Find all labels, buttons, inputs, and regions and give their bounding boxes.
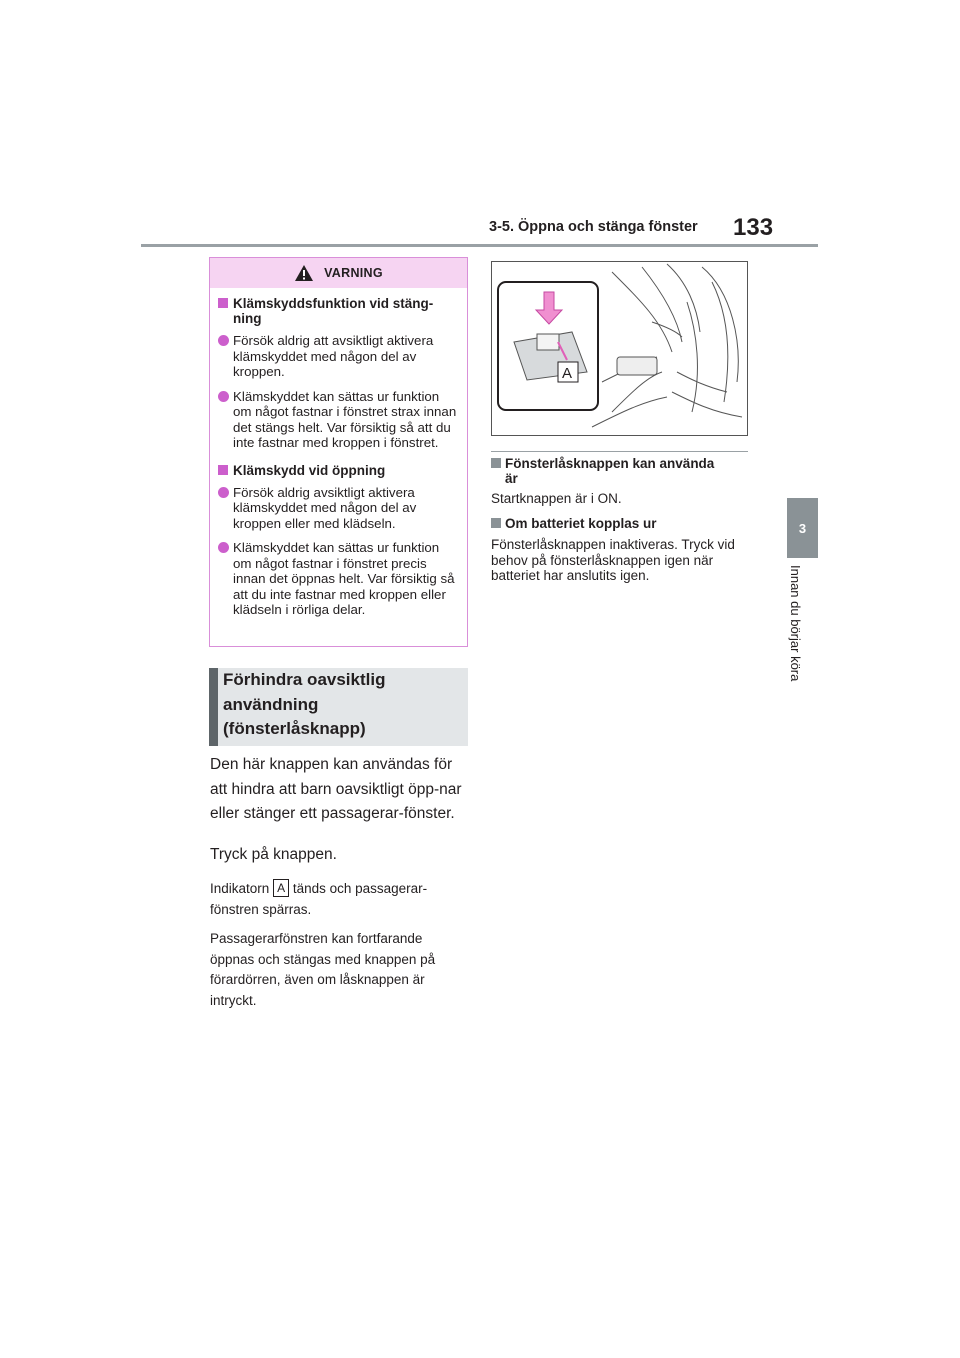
- section-title: 3-5. Öppna och stänga fönster: [489, 219, 698, 235]
- indicator-badge: A: [273, 879, 289, 897]
- indicator-note: Indikatorn A tänds och passagerar-fönstren spärras.: [210, 881, 428, 917]
- header-divider: [141, 244, 818, 247]
- section-heading-text: Förhindra oavsiktlig användning (fönsterlåsknapp): [223, 670, 386, 738]
- section-heading: [209, 668, 468, 746]
- square-bullet-icon: [218, 465, 228, 475]
- warning-box: [209, 257, 468, 647]
- section-note: Passagerarfönstren kan fortfarande öppnas och stängas med knappen på förardörren, även om låsknappen är intryckt.: [210, 931, 436, 1008]
- right-text-2: Fönsterlåsknappen inaktiveras. Tryck vid behov på fönsterlåsknappen igen när batteriet har anslutits igen.: [491, 537, 735, 583]
- circle-bullet-icon: [218, 542, 229, 553]
- square-bullet-icon: [491, 458, 501, 468]
- square-bullet-icon: [218, 298, 228, 308]
- circle-bullet-icon: [218, 487, 229, 498]
- circle-bullet-icon: [218, 335, 229, 346]
- section-heading-bar: [209, 668, 218, 746]
- door-switch-illustration: [491, 261, 748, 436]
- chapter-label: Innan du börjar köra: [788, 565, 803, 682]
- warning-subheading: Klämskydd vid öppning: [218, 463, 457, 478]
- warning-triangle-icon: [294, 264, 314, 282]
- illustration-label: A: [562, 365, 573, 382]
- chapter-tab: 3: [787, 498, 818, 558]
- right-divider: [491, 451, 748, 452]
- right-subheading-1: Fönsterlåsknappen kan använda är: [491, 456, 748, 486]
- warning-bullet: Försök aldrig avsiktligt aktivera klämskyddet med någon del av kroppen eller med klädseln.: [218, 485, 457, 532]
- section-intro: Den här knappen kan användas för att hindra att barn oavsiktligt öpp-nar eller stänger ett passagerar-fönster.: [210, 756, 462, 822]
- right-subheading-2: Om batteriet kopplas ur: [491, 516, 748, 531]
- page-number: 133: [733, 214, 774, 241]
- warning-bullet: Klämskyddet kan sättas ur funktion om något fastnar i fönstret precis innan det öppnas helt. Var försiktig så att du inte fastnar med kroppen eller klädseln i rörliga delar.: [218, 540, 457, 618]
- warning-bullet: Försök aldrig att avsiktligt aktivera klämskyddet med någon del av kroppen.: [218, 333, 457, 380]
- warning-header: [210, 258, 467, 288]
- warning-subheading: Klämskyddsfunktion vid stäng- ning: [218, 296, 457, 326]
- warning-title: VARNING: [324, 266, 383, 280]
- right-text-1: Startknappen är i ON.: [491, 491, 622, 506]
- door-panel-icon: [492, 262, 747, 435]
- square-bullet-icon: [491, 518, 501, 528]
- circle-bullet-icon: [218, 391, 229, 402]
- section-instruction: Tryck på knappen.: [210, 846, 337, 863]
- warning-bullet: Klämskyddet kan sättas ur funktion om något fastnar i fönstret strax innan det stängs helt. Var försiktig så att du inte fastnar med kroppen i fönstret.: [218, 389, 457, 451]
